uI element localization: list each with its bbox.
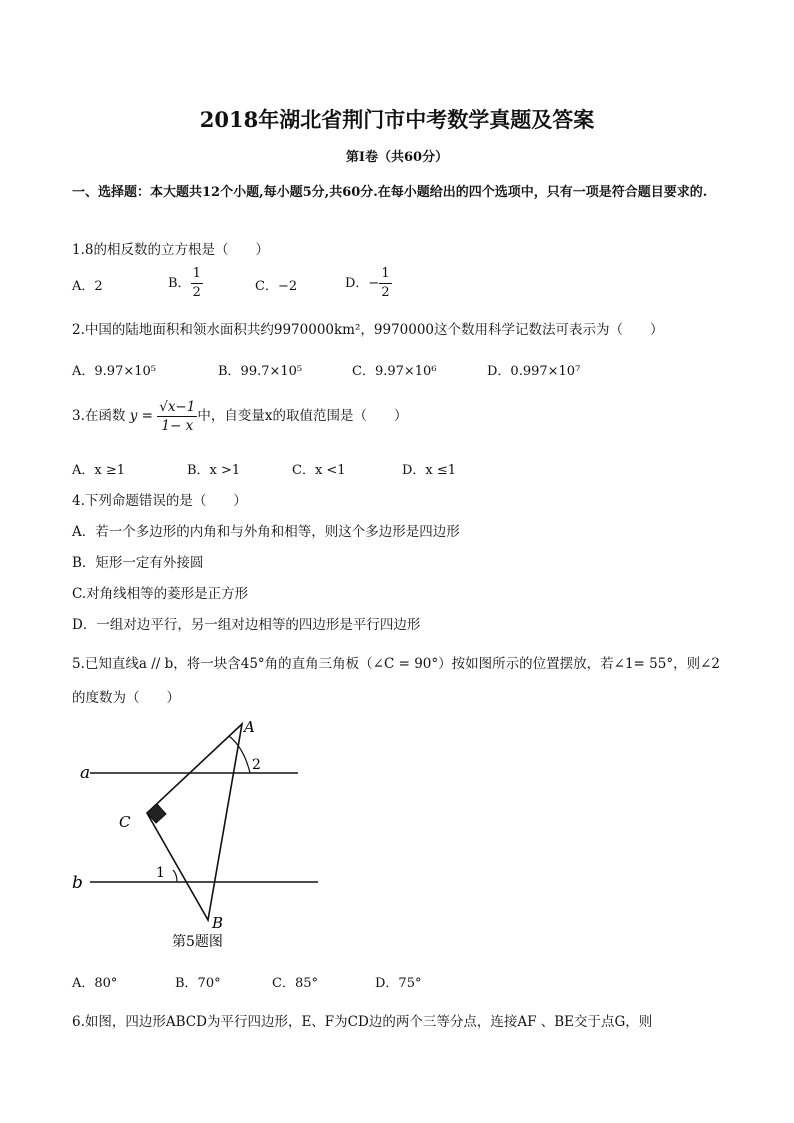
q2-option-b: B．99.7×10⁵: [218, 364, 303, 379]
q3-option-d: D．x ≤1: [402, 463, 457, 478]
q1-option-b-label: B．: [168, 276, 191, 291]
q5-option-c: C．85°: [272, 976, 318, 991]
q2-option-c: C．9.97×10⁶: [352, 364, 437, 379]
label-angle-2: 2: [252, 757, 261, 773]
exam-part-title: 第Ⅰ卷（共60分）: [345, 150, 449, 165]
q1-option-a: A．2: [72, 279, 103, 294]
label-vertex-c: C: [119, 813, 131, 831]
q3-option-b: B．x >1: [187, 463, 241, 478]
q4-option-d: D．一组对边平行，另一组对边相等的四边形是平行四边形: [72, 617, 421, 633]
q1-option-d-fraction: [379, 265, 391, 302]
fraction-denominator: 2: [381, 285, 390, 300]
q5-figure: [60, 710, 350, 960]
fraction-denominator: 1− x: [161, 418, 194, 434]
q3-option-c: C．x <1: [292, 463, 346, 478]
figure-caption: 第5题图: [172, 934, 223, 950]
label-vertex-b: B: [212, 914, 224, 932]
fraction-denominator: 2: [192, 285, 201, 300]
q1-option-b: [168, 265, 203, 302]
fraction-numerator: 1: [379, 265, 391, 284]
q2-option-d: D．0.997×10⁷: [487, 364, 581, 379]
q4-option-a: A．若一个多边形的内角和与外角和相等，则这个多边形是四边形: [72, 524, 460, 540]
q5-option-d: D．75°: [375, 976, 422, 991]
q4-option-b: B．矩形一定有外接圆: [72, 555, 204, 571]
q3-option-a: A．x ≥1: [72, 463, 126, 478]
q5-option-a: A．80°: [72, 976, 118, 991]
q2-option-a: A．9.97×10⁵: [72, 364, 156, 379]
fraction-numerator: √x−1: [159, 399, 196, 415]
angle-1-arc: [173, 870, 177, 882]
q3-function-lhs: y =: [129, 408, 153, 424]
q3-stem-suffix: 中，自变量x的取值范围是（ ）: [197, 408, 408, 424]
right-angle-marker: [147, 804, 166, 823]
q3-stem-prefix: 3.在函数: [72, 408, 126, 424]
triangle-abc: [147, 724, 242, 920]
label-angle-1: 1: [156, 865, 165, 881]
q1-option-d-label: D．−: [345, 276, 380, 291]
q3-stem: [72, 398, 407, 435]
section-heading: 一、选择题：本大题共12个小题,每小题5分,共60分.在每小题给出的四个选项中，只有一项是符合题目要求的.: [72, 185, 708, 200]
label-a: a: [80, 763, 91, 783]
q1-option-d: [345, 265, 392, 302]
q1-option-c: C．−2: [255, 279, 298, 294]
q2-stem: 2.中国的陆地面积和领水面积共约9970000km²，9970000这个数用科学记数法可表示为（ ）: [72, 322, 664, 338]
q4-option-c: C.对角线相等的菱形是正方形: [72, 586, 249, 602]
label-vertex-a: A: [244, 718, 255, 736]
q5-option-b: B．70°: [175, 976, 221, 991]
q6-stem: 6.如图，四边形ABCD为平行四边形，E、F为CD边的两个三等分点，连接AF 、BE交于点G，则: [72, 1014, 653, 1030]
label-b: b: [72, 873, 83, 893]
q1-option-b-fraction: [191, 265, 203, 302]
q3-function-fraction: [157, 398, 197, 435]
page-title: 2018年湖北省荆门市中考数学真题及答案: [199, 107, 595, 132]
q5-stem-line2: 的度数为（ ）: [72, 690, 180, 706]
q1-stem: 1.8的相反数的立方根是（ ）: [72, 242, 269, 258]
q4-stem: 4.下列命题错误的是（ ）: [72, 493, 247, 509]
fraction-numerator: 1: [191, 265, 203, 284]
q5-stem-line1: 5.已知直线a // b，将一块含45°角的直角三角板（∠C = 90°）按如图所示的位置摆放，若∠1= 55°，则∠2: [72, 656, 720, 672]
